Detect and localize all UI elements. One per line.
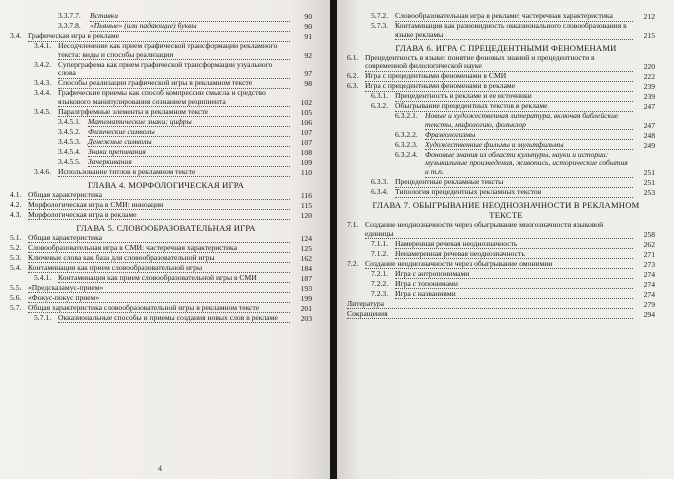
toc-entry-number: 5.7.3. — [371, 21, 389, 30]
toc-entry — [0, 304, 312, 314]
toc-entry — [0, 284, 312, 294]
toc-entry-title: Художественные фильмы и мультфильмы — [425, 141, 633, 151]
toc-entry-page: 201 — [300, 303, 312, 313]
toc-entry-page: 110 — [300, 167, 312, 177]
toc-entry-number: 6.2. — [347, 71, 359, 81]
toc-entry-title: Сокращения — [347, 310, 633, 320]
toc-entry-page: 279 — [643, 299, 655, 309]
chapter-heading: ГЛАВА 5. СЛОВООБРАЗОВАТЕЛЬНАЯ ИГРА — [76, 222, 256, 233]
toc-entry-number: 3.4.4. — [34, 88, 52, 98]
toc-entry-title: Новые и художественная литература, включая библейские тексты, мифологию, фольклор — [425, 112, 633, 130]
toc-entry — [0, 168, 312, 178]
toc-entry — [0, 118, 312, 128]
toc-entry-page: 116 — [300, 190, 312, 200]
toc-entry-number: 6.3.2.4. — [395, 149, 418, 159]
toc-entry — [337, 270, 655, 280]
toc-entry-title: Прецедентные рекламные тексты — [395, 178, 633, 188]
toc-entry-page: 215 — [643, 30, 655, 40]
toc-entry-title: Игра с названиями — [395, 290, 633, 300]
toc-entry-page: 212 — [643, 12, 655, 21]
toc-entry-number: 3.4.5.3. — [58, 136, 81, 146]
toc-entry-title: Несодчленение как прием графической трансформации рекламного текста: виды и способы реализации — [58, 42, 290, 60]
toc-entry-number: 7.2.3. — [371, 288, 389, 298]
toc-entry-title: Морфологическая игра в СМИ: инноации — [28, 201, 290, 211]
toc-entry-title: Игра с топонимами — [395, 280, 633, 290]
chapter-heading: ГЛАВА 7. ОБЫГРЫВАНИЕ НЕОДНОЗНАЧНОСТИ В РЕКЛАМНОМ ТЕКСТЕ — [372, 200, 640, 220]
toc-entry-number: 6.3.2.3. — [395, 139, 418, 149]
toc-entry-title: Игра с прецедентными феноменами в рекламе — [365, 82, 633, 92]
toc-entry-page: 124 — [300, 233, 312, 243]
toc-entry-number: 7.1.1. — [371, 238, 389, 248]
toc-entry-number: 5.4.1. — [34, 272, 52, 282]
toc-entry — [337, 188, 655, 198]
toc-entry-page: 294 — [643, 309, 655, 319]
toc-entry — [0, 254, 312, 264]
toc-entry — [337, 221, 655, 239]
toc-entry-title: Создание неоднозначности через обыгрывание омонимии — [365, 260, 633, 270]
toc-entry-title: Способы реализации графической игры в рекламном тексте — [58, 79, 290, 89]
toc-entry — [337, 141, 655, 151]
toc-entry-number: 6.3.4. — [371, 187, 389, 196]
toc-entry — [0, 201, 312, 211]
toc-entry-number: 5.7.2. — [371, 11, 389, 20]
toc-entry-number: 6.3.3. — [371, 177, 389, 186]
toc-entry-page: 274 — [643, 269, 655, 279]
toc-entry-number: 3.4.5.2. — [58, 126, 81, 136]
toc-entry-page: 115 — [300, 200, 312, 210]
toc-entry-title: Денежные символы — [88, 138, 290, 148]
toc-entry-page: 91 — [304, 32, 312, 41]
toc-entry — [0, 138, 312, 148]
toc-entry — [337, 240, 655, 250]
toc-entry — [0, 61, 312, 79]
toc-entry — [0, 234, 312, 244]
toc-entry-page: 108 — [300, 147, 312, 157]
toc-entry-number: 3.4.2. — [34, 59, 52, 69]
toc-entry-page: 247 — [643, 102, 655, 112]
toc-entry — [0, 314, 312, 324]
toc-entry-title: Игра с прецедентными феноменами в СМИ — [365, 72, 633, 82]
toc-entry-page: 199 — [300, 293, 312, 303]
toc-entry-title: Графические приемы как способ компрессии смысла и средство языкового манипулирования сознанием реципиента — [58, 89, 290, 107]
toc-entry-title: Создание неоднозначности через обыгрывание многозначности языковой единицы — [365, 221, 633, 239]
toc-entry-number: 3.3.7.8. — [58, 21, 81, 30]
toc-entry-title: Морфологическая игра в рекламе — [28, 211, 290, 221]
toc-entry-page: 248 — [643, 130, 655, 140]
toc-entry-page: 239 — [643, 82, 655, 92]
page-number: 4 — [158, 464, 162, 473]
toc-entry-title: Графическая игра в рекламе — [28, 32, 290, 42]
toc-entry — [0, 264, 312, 274]
toc-entry-title: Прецедентность в рекламе и ее источники — [395, 92, 633, 102]
chapter-heading: ГЛАВА 6. ИГРА С ПРЕЦЕДЕНТНЫМИ ФЕНОМЕНАМИ — [395, 42, 617, 53]
toc-entry-number: 3.3.7.7. — [58, 11, 81, 20]
toc-entry-title: Контаминация как разновидность окказионального словообразования в языке рекламы — [395, 22, 633, 40]
toc-entry-number: 6.3. — [347, 81, 359, 91]
toc-entry — [337, 310, 655, 320]
toc-entry-title: Литература — [347, 300, 633, 310]
toc-entry — [0, 148, 312, 158]
toc-entry-number: 6.3.1. — [371, 91, 389, 101]
toc-entry — [0, 89, 312, 107]
toc-entry-title: Вставки — [90, 12, 290, 22]
toc-entry-title: Физические символы — [88, 128, 290, 138]
toc-entry-number: 3.4. — [10, 31, 22, 40]
toc-entry — [337, 151, 655, 178]
toc-entry-title: Общая характеристика — [28, 191, 290, 201]
toc-entry-number: 6.3.2.1. — [395, 111, 418, 121]
toc-entry-title: Словообразовательная игра в СМИ: частеречная характеристика — [28, 244, 290, 254]
toc-entry-page: 193 — [300, 283, 312, 293]
toc-entry — [0, 211, 312, 221]
toc-entry-number: 7.2.1. — [371, 268, 389, 278]
toc-entry-page: 253 — [643, 188, 655, 197]
toc-entry-title: Паралгрфемные элементы в рекламном тексте — [58, 108, 290, 118]
toc-entry-number: 5.2. — [10, 242, 22, 252]
toc-entry-page: 187 — [300, 273, 312, 283]
toc-entry — [0, 158, 312, 168]
toc-entry — [0, 108, 312, 118]
toc-entry-number: 3.4.6. — [34, 166, 52, 176]
toc-entry-number: 6.3.2.2. — [395, 129, 418, 139]
toc-entry-page: 203 — [300, 313, 312, 323]
toc-entry-title: Общая характеристика — [28, 234, 290, 244]
toc-entry — [337, 300, 655, 310]
toc-entry-title: Общая характеристика словообразовательной игры в рекламном тексте — [28, 304, 290, 314]
toc-entry-number: 3.4.5.5. — [58, 156, 81, 166]
toc-entry — [0, 274, 312, 284]
toc-entry — [337, 131, 655, 141]
toc-entry — [337, 260, 655, 270]
toc-entry-page: 184 — [300, 263, 312, 273]
toc-entry-page: 105 — [300, 107, 312, 117]
toc-entry-page: 251 — [643, 167, 655, 177]
toc-entry-title: Математические знаки; цифры — [88, 118, 290, 128]
toc-entry-title: Контаминация как прием словообразовательной игры — [28, 264, 290, 274]
toc-entry-number: 5.7. — [10, 302, 22, 312]
toc-entry-number: 7.2. — [347, 258, 359, 268]
toc-entry-title: «Фокус-покус прием» — [28, 294, 290, 304]
toc-entry-title: «Предсказамус-прием» — [28, 284, 290, 294]
toc-entry — [0, 191, 312, 201]
toc-entry-number: 5.7.1. — [34, 312, 52, 322]
book-gutter — [330, 0, 337, 479]
toc-entry — [337, 54, 655, 72]
toc-entry-page: 251 — [643, 178, 655, 187]
toc-entry-page: 274 — [643, 279, 655, 289]
toc-entry-page: 258 — [643, 229, 655, 239]
toc-entry-page: 109 — [300, 157, 312, 167]
toc-entry — [0, 42, 312, 60]
toc-entry-page: 271 — [643, 249, 655, 259]
toc-entry-page: 97 — [304, 69, 312, 79]
left-page — [0, 0, 330, 479]
toc-entry-title: Фразеологизмы — [425, 131, 633, 141]
toc-entry-number: 4.2. — [10, 199, 22, 209]
toc-entry-number: 3.4.5.4. — [58, 146, 81, 156]
toc-entry-number: 5.5. — [10, 282, 22, 292]
toc-entry-page: 98 — [304, 79, 312, 89]
toc-entry-number: 7.2.2. — [371, 278, 389, 288]
toc-entry-number: 6.1. — [347, 52, 359, 62]
toc-entry-number: 3.4.3. — [34, 78, 52, 88]
toc-entry-page: 125 — [300, 243, 312, 253]
toc-entry — [0, 294, 312, 304]
toc-entry — [337, 112, 655, 130]
toc-entry-page: 220 — [643, 62, 655, 72]
toc-entry-page: 162 — [300, 253, 312, 263]
toc-entry-number: 6.3.2. — [371, 101, 389, 111]
toc-entry-page: 107 — [300, 127, 312, 137]
toc-entry-title: Зачеркивания — [88, 158, 290, 168]
chapter-heading: ГЛАВА 4. МОРФОЛОГИЧЕСКАЯ ИГРА — [87, 179, 245, 190]
toc-entry-title: Обыгрывание прецедентных текстов в рекламе — [395, 102, 633, 112]
toc-entry-page: 274 — [643, 289, 655, 299]
toc-entry-number: 3.4.5. — [34, 106, 52, 116]
toc-entry-page: 92 — [304, 50, 312, 60]
toc-entry-title: Словообразовательная игра в рекламе: частеречная характеристика — [395, 12, 633, 22]
right-page — [337, 0, 674, 479]
toc-entry-page: 106 — [300, 117, 312, 127]
toc-entry-page: 90 — [304, 22, 312, 31]
toc-entry-title: Контаминация как прием словообразовательной игры в СМИ — [58, 274, 290, 284]
toc-entry-number: 7.1. — [347, 220, 359, 229]
toc-entry-page: 107 — [300, 137, 312, 147]
toc-entry-number: 4.3. — [10, 209, 22, 219]
toc-entry-page: 90 — [304, 12, 312, 21]
toc-entry-title: Знаки препинания — [88, 148, 290, 158]
toc-entry-title: «Пьяные» (или падающие) буквы — [90, 22, 290, 32]
toc-entry-page: 249 — [643, 140, 655, 150]
toc-entry-page: 273 — [643, 259, 655, 269]
toc-entry-number: 5.4. — [10, 262, 22, 272]
toc-entry — [0, 128, 312, 138]
toc-entry-page: 239 — [643, 92, 655, 102]
toc-entry-title: Суперграфема как прием графической трансформации узуального слова — [58, 61, 290, 79]
toc-entry — [337, 22, 655, 40]
toc-entry-page: 222 — [643, 72, 655, 82]
toc-entry-number: 3.4.5.1. — [58, 116, 81, 126]
toc-entry-number: 5.3. — [10, 252, 22, 262]
toc-entry-title: Использование титлов в рекламном тексте — [58, 168, 290, 178]
toc-entry-number: 5.6. — [10, 292, 22, 302]
toc-entry-number: 5.1. — [10, 232, 22, 242]
toc-entry — [337, 290, 655, 300]
toc-entry-page: 102 — [300, 97, 312, 107]
toc-entry — [337, 280, 655, 290]
toc-entry-page: 247 — [643, 120, 655, 130]
toc-entry-page: 262 — [643, 239, 655, 249]
toc-entry-number: 3.4.1. — [34, 41, 52, 50]
toc-entry-title: Фоновые знания из области культуры, науки и истории: музыкальные произведения, живопись, исторические события и т.п. — [425, 151, 633, 178]
toc-entry-title: Игра с антропонимами — [395, 270, 633, 280]
toc-entry-title: Ключевые слова как база для словообразовательной игры — [28, 254, 290, 264]
toc-entry — [0, 244, 312, 254]
toc-entry-title: Окказиональные способы и приемы создания новых слов в рекламе — [58, 314, 290, 324]
toc-entry-title: Намеренная речевая неоднозначность — [395, 240, 633, 250]
toc-entry-title: Ненамеренная речевая неоднозначность — [395, 250, 633, 260]
toc-entry — [337, 250, 655, 260]
toc-entry-title: Типология прецедентных рекламных текстов — [395, 188, 633, 198]
toc-entry-number: 4.1. — [10, 189, 22, 199]
toc-entry-page: 120 — [300, 210, 312, 220]
toc-entry-number: 7.1.2. — [371, 248, 389, 258]
toc-entry-title: Прецедентность в языке: понятие фоновых знаний и прецедентности в современной филологической науке — [365, 54, 633, 72]
